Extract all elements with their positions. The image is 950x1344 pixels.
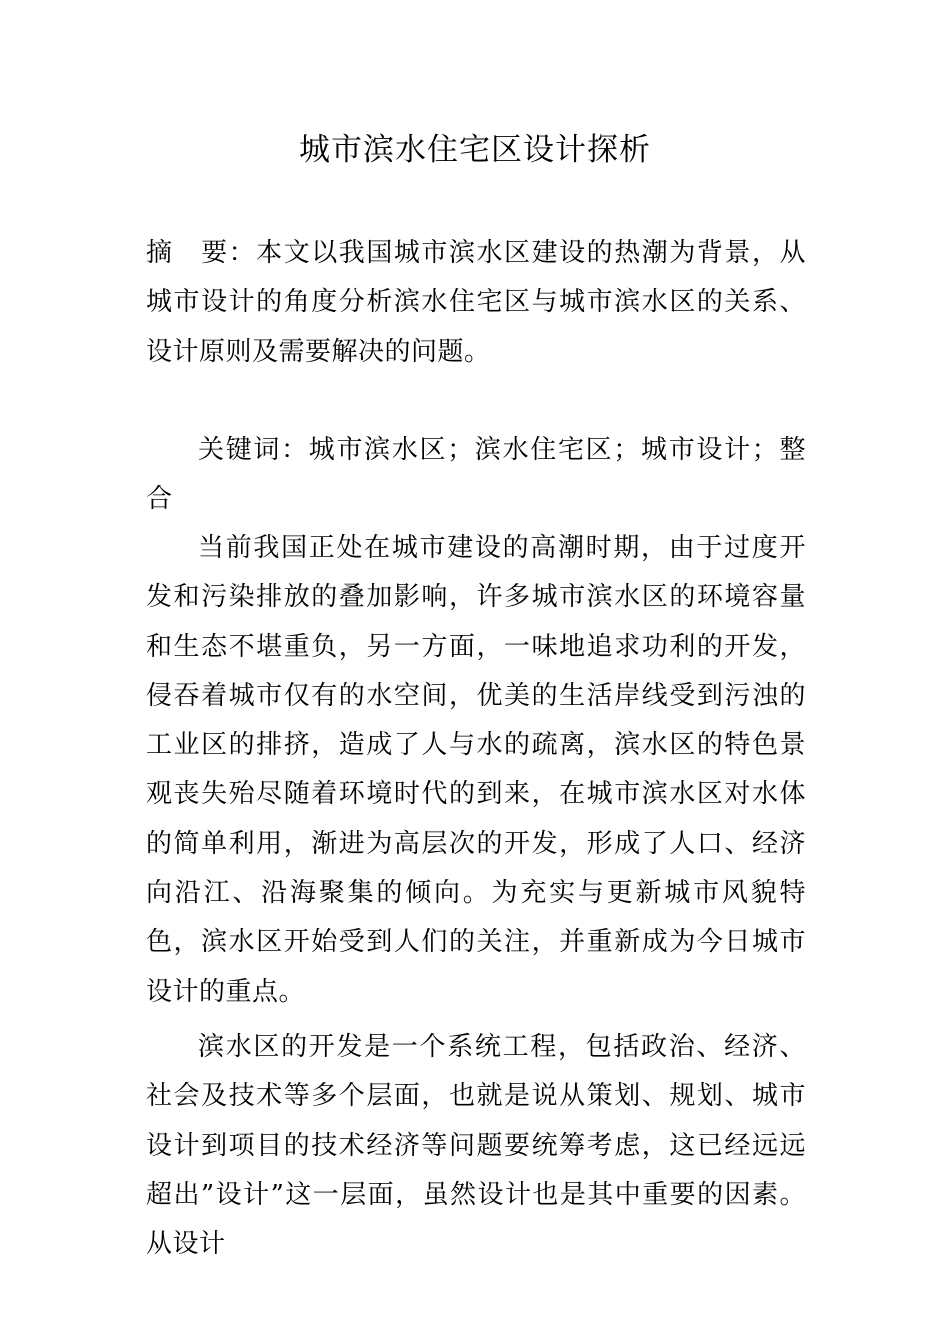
body-paragraph-2: 滨水区的开发是一个系统工程，包括政治、经济、社会及技术等多个层面，也就是说从策划、规划、城市设计到项目的技术经济等问题要统筹考虑，这已经远远超出”设计”这一层面，虽然设计也是其中重要的因素。从设计 [146,1032,806,1260]
abstract-paragraph: 摘 要：本文以我国城市滨水区建设的热潮为背景，从城市设计的角度分析滨水住宅区与城市滨水区的关系、设计原则及需要解决的问题。 [146,238,806,367]
body-paragraph-1: 当前我国正处在城市建设的高潮时期，由于过度开发和污染排放的叠加影响，许多城市滨水区的环境容量和生态不堪重负，另一方面，一味地追求功利的开发，侵吞着城市仅有的水空间，优美的生活岸线受到污浊的工业区的排挤，造成了人与水的疏离，滨水区的特色景观丧失殆尽随着环境时代的到来，在城市滨水区对水体的简单利用，渐进为高层次的开发，形成了人口、经济向沿江、沿海聚集的倾向。为充实与更新城市风貌特色，滨水区开始受到人们的关注，并重新成为今日城市设计的重点。 [146,533,806,1007]
keywords-paragraph: 关键词：城市滨水区；滨水住宅区；城市设计；整合 [146,435,806,515]
document-title: 城市滨水住宅区设计探析 [299,132,651,168]
